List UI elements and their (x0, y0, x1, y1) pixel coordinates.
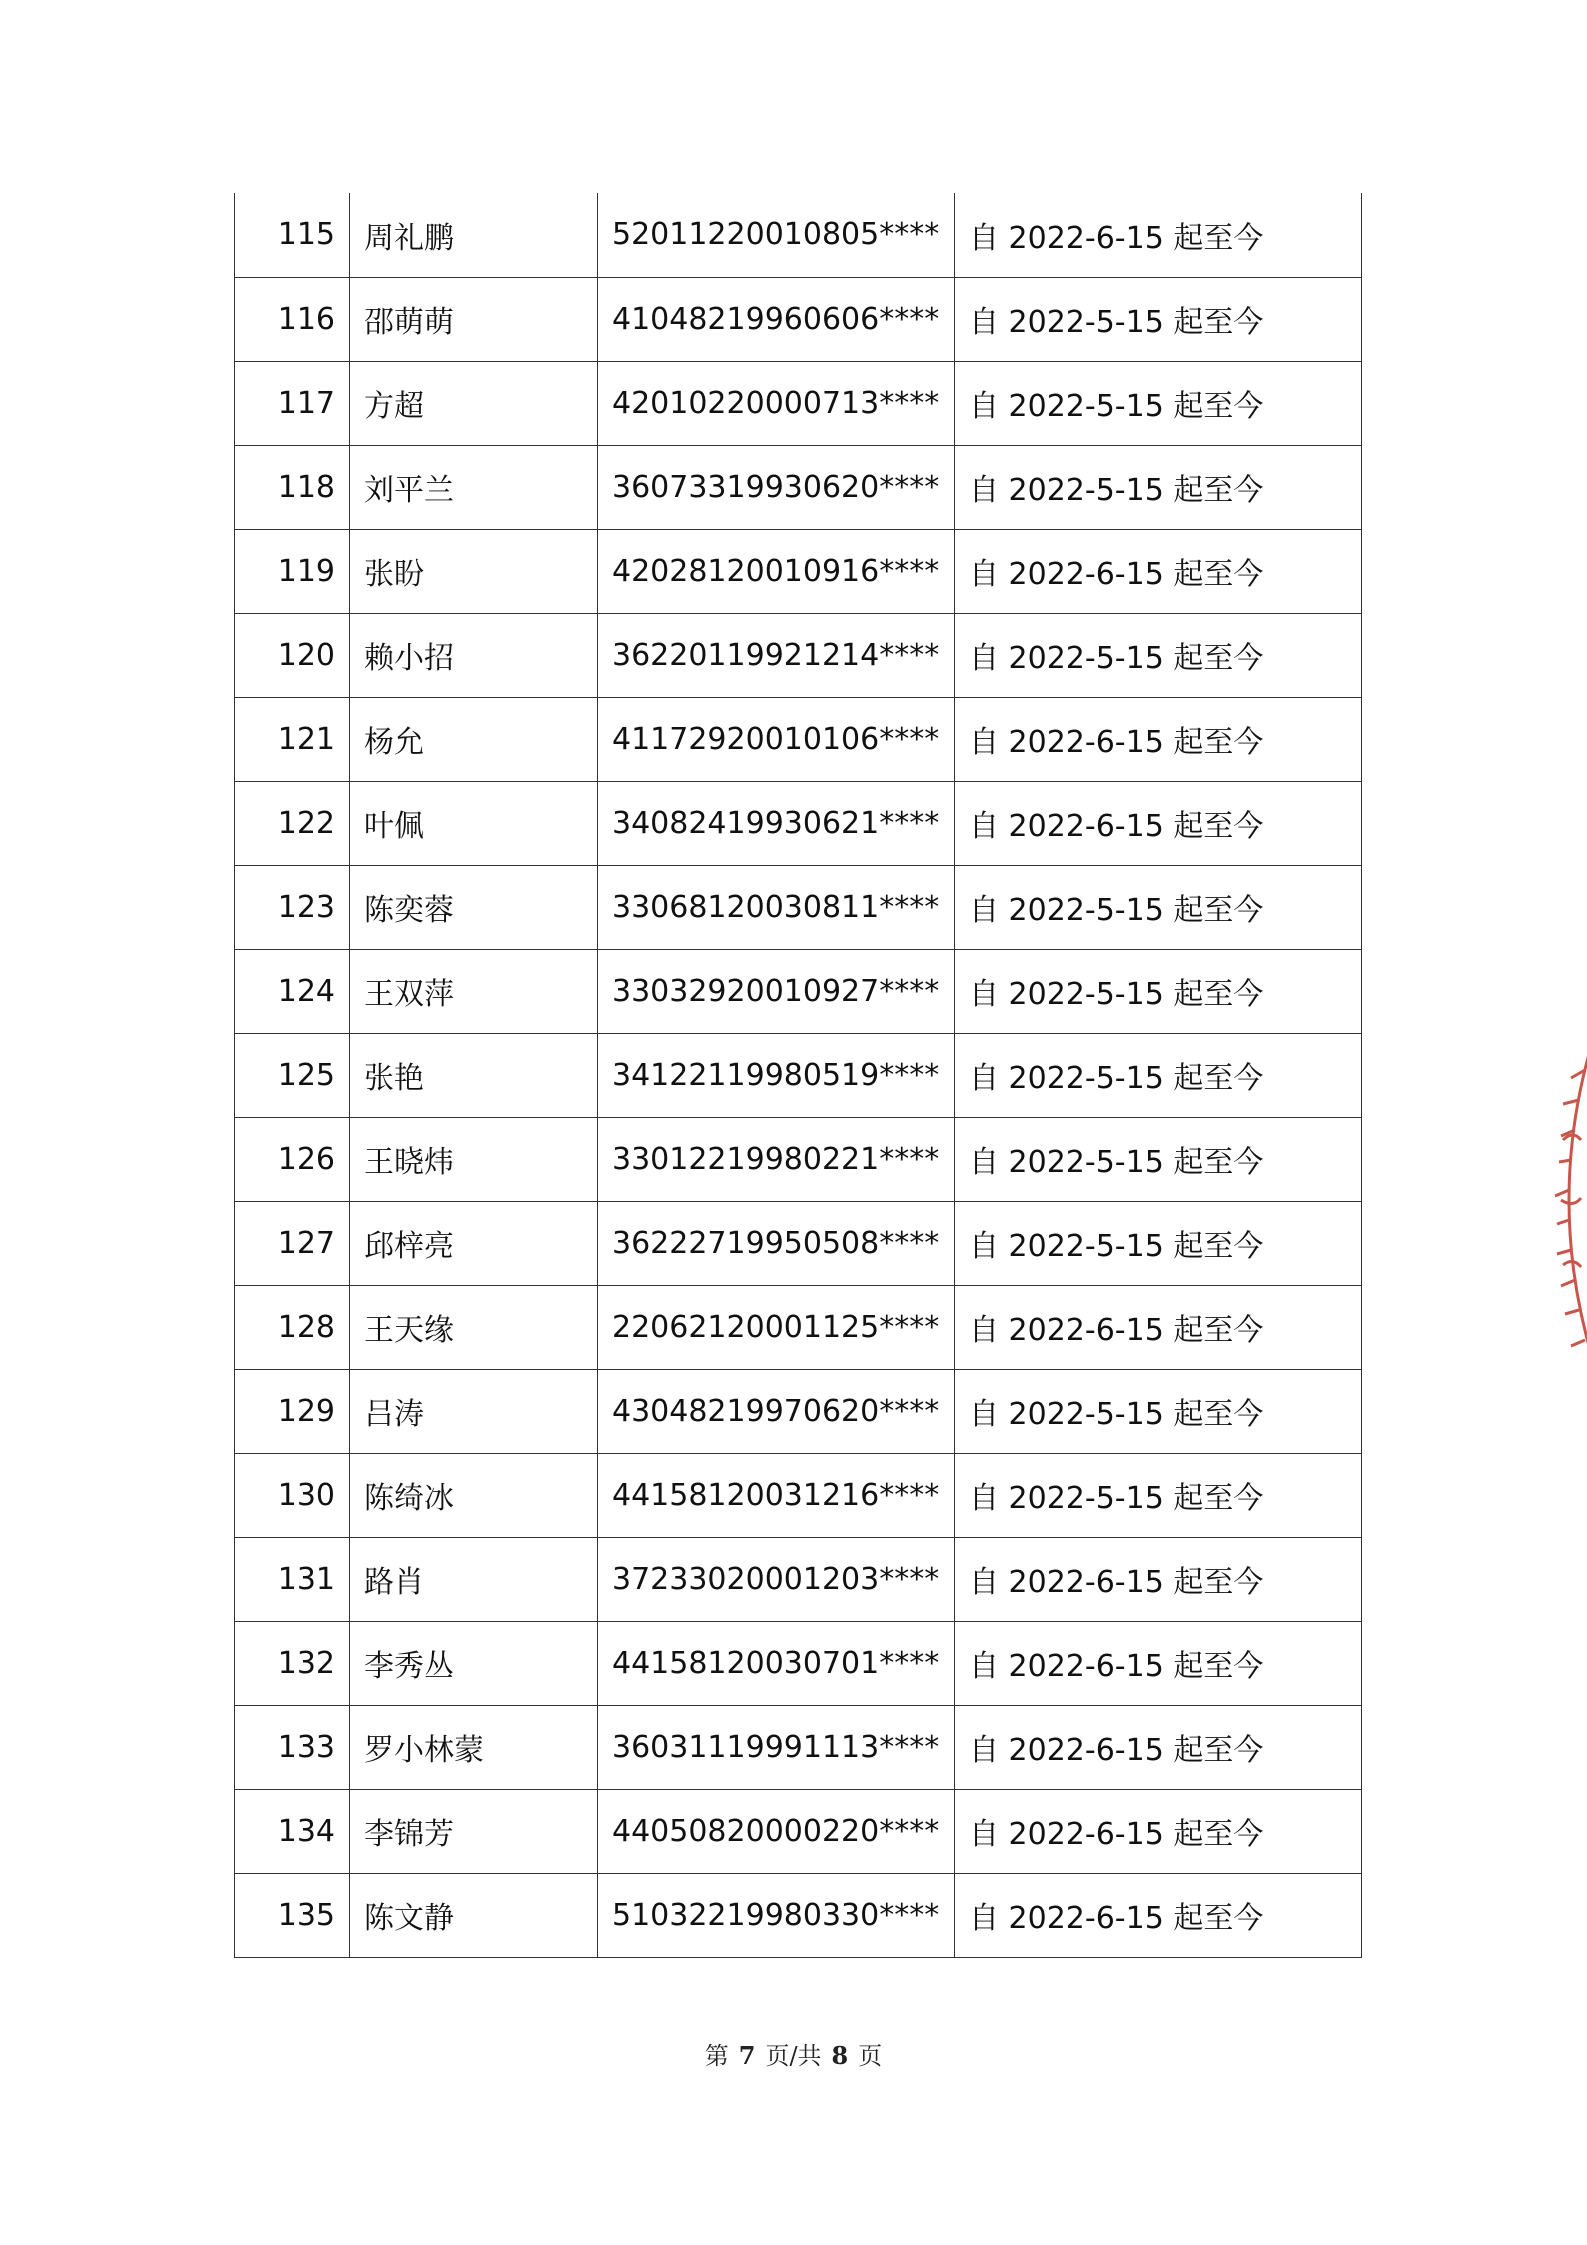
row-number-cell: 121 (235, 697, 350, 781)
row-number-cell: 122 (235, 781, 350, 865)
footer-suffix: 页 (858, 2042, 883, 2070)
roster-table (234, 193, 1362, 1958)
insured-period-cell: 自 2022-6-15 起至今 (955, 193, 1362, 277)
table-row (235, 529, 1362, 613)
id-number-cell: 36220119921214**** (598, 613, 955, 697)
row-number-cell: 119 (235, 529, 350, 613)
table-row (235, 1537, 1362, 1621)
person-name-cell: 杨允 (350, 697, 598, 781)
insured-period-cell: 自 2022-5-15 起至今 (955, 1033, 1362, 1117)
row-number-cell: 130 (235, 1453, 350, 1537)
person-name-cell: 王晓炜 (350, 1117, 598, 1201)
person-name-cell: 陈文静 (350, 1873, 598, 1957)
insured-period-cell: 自 2022-5-15 起至今 (955, 613, 1362, 697)
table-row (235, 1873, 1362, 1957)
table-row (235, 1369, 1362, 1453)
person-name-cell: 王天缘 (350, 1285, 598, 1369)
row-number-cell: 132 (235, 1621, 350, 1705)
row-number-cell: 134 (235, 1789, 350, 1873)
roster-table-body (235, 193, 1362, 1957)
id-number-cell: 41048219960606**** (598, 277, 955, 361)
person-name-cell: 赖小招 (350, 613, 598, 697)
id-number-cell: 43048219970620**** (598, 1369, 955, 1453)
insured-period-cell: 自 2022-6-15 起至今 (955, 697, 1362, 781)
insured-period-cell: 自 2022-5-15 起至今 (955, 949, 1362, 1033)
person-name-cell: 刘平兰 (350, 445, 598, 529)
insured-period-cell: 自 2022-5-15 起至今 (955, 361, 1362, 445)
id-number-cell: 42028120010916**** (598, 529, 955, 613)
row-number-cell: 129 (235, 1369, 350, 1453)
row-number-cell: 133 (235, 1705, 350, 1789)
person-name-cell: 张盼 (350, 529, 598, 613)
row-number-cell: 128 (235, 1285, 350, 1369)
id-number-cell: 36031119991113**** (598, 1705, 955, 1789)
id-number-cell: 42010220000713**** (598, 361, 955, 445)
table-row (235, 865, 1362, 949)
row-number-cell: 126 (235, 1117, 350, 1201)
id-number-cell: 33032920010927**** (598, 949, 955, 1033)
table-row (235, 1453, 1362, 1537)
table-row (235, 949, 1362, 1033)
insured-period-cell: 自 2022-6-15 起至今 (955, 1285, 1362, 1369)
row-number-cell: 123 (235, 865, 350, 949)
person-name-cell: 吕涛 (350, 1369, 598, 1453)
footer-prefix: 第 (704, 2042, 729, 2070)
person-name-cell: 李锦芳 (350, 1789, 598, 1873)
id-number-cell: 34082419930621**** (598, 781, 955, 865)
person-name-cell: 陈绮冰 (350, 1453, 598, 1537)
footer-current-page: 7 (738, 2041, 756, 2070)
person-name-cell: 罗小林蒙 (350, 1705, 598, 1789)
row-number-cell: 116 (235, 277, 350, 361)
row-number-cell: 124 (235, 949, 350, 1033)
id-number-cell: 33012219980221**** (598, 1117, 955, 1201)
insured-period-cell: 自 2022-5-15 起至今 (955, 1201, 1362, 1285)
person-name-cell: 邱梓亮 (350, 1201, 598, 1285)
row-number-cell: 118 (235, 445, 350, 529)
table-row (235, 613, 1362, 697)
id-number-cell: 44158120030701**** (598, 1621, 955, 1705)
table-row (235, 193, 1362, 277)
id-number-cell: 22062120001125**** (598, 1285, 955, 1369)
id-number-cell: 34122119980519**** (598, 1033, 955, 1117)
person-name-cell: 陈奕蓉 (350, 865, 598, 949)
insured-period-cell: 自 2022-6-15 起至今 (955, 529, 1362, 613)
id-number-cell: 36222719950508**** (598, 1201, 955, 1285)
table-row (235, 1705, 1362, 1789)
table-row (235, 1033, 1362, 1117)
person-name-cell: 邵萌萌 (350, 277, 598, 361)
insured-period-cell: 自 2022-5-15 起至今 (955, 445, 1362, 529)
row-number-cell: 115 (235, 193, 350, 277)
table-row (235, 277, 1362, 361)
person-name-cell: 方超 (350, 361, 598, 445)
id-number-cell: 33068120030811**** (598, 865, 955, 949)
insured-period-cell: 自 2022-6-15 起至今 (955, 1789, 1362, 1873)
person-name-cell: 路肖 (350, 1537, 598, 1621)
id-number-cell: 37233020001203**** (598, 1537, 955, 1621)
table-row (235, 445, 1362, 529)
insured-period-cell: 自 2022-5-15 起至今 (955, 1117, 1362, 1201)
page-footer (0, 2036, 1587, 2071)
insured-period-cell: 自 2022-6-15 起至今 (955, 1537, 1362, 1621)
table-row (235, 1285, 1362, 1369)
person-name-cell: 王双萍 (350, 949, 598, 1033)
footer-middle: 页/共 (765, 2042, 822, 2070)
person-name-cell: 叶佩 (350, 781, 598, 865)
id-number-cell: 41172920010106**** (598, 697, 955, 781)
insured-period-cell: 自 2022-5-15 起至今 (955, 1453, 1362, 1537)
person-name-cell: 张艳 (350, 1033, 598, 1117)
table-row (235, 1621, 1362, 1705)
table-row (235, 1789, 1362, 1873)
row-number-cell: 135 (235, 1873, 350, 1957)
person-name-cell: 李秀丛 (350, 1621, 598, 1705)
insured-period-cell: 自 2022-6-15 起至今 (955, 1705, 1362, 1789)
person-name-cell: 周礼鹏 (350, 193, 598, 277)
insured-period-cell: 自 2022-6-15 起至今 (955, 781, 1362, 865)
insured-period-cell: 自 2022-6-15 起至今 (955, 1873, 1362, 1957)
row-number-cell: 120 (235, 613, 350, 697)
table-row (235, 1201, 1362, 1285)
id-number-cell: 36073319930620**** (598, 445, 955, 529)
table-row (235, 781, 1362, 865)
table-row (235, 1117, 1362, 1201)
id-number-cell: 44158120031216**** (598, 1453, 955, 1537)
table-row (235, 697, 1362, 781)
insured-period-cell: 自 2022-6-15 起至今 (955, 1621, 1362, 1705)
row-number-cell: 127 (235, 1201, 350, 1285)
insured-period-cell: 自 2022-5-15 起至今 (955, 277, 1362, 361)
row-number-cell: 125 (235, 1033, 350, 1117)
table-row (235, 361, 1362, 445)
footer-total-pages: 8 (831, 2041, 849, 2070)
seal-fragment-icon (1535, 1030, 1587, 1370)
insured-period-cell: 自 2022-5-15 起至今 (955, 865, 1362, 949)
insured-period-cell: 自 2022-5-15 起至今 (955, 1369, 1362, 1453)
row-number-cell: 117 (235, 361, 350, 445)
id-number-cell: 44050820000220**** (598, 1789, 955, 1873)
id-number-cell: 52011220010805**** (598, 193, 955, 277)
id-number-cell: 51032219980330**** (598, 1873, 955, 1957)
row-number-cell: 131 (235, 1537, 350, 1621)
